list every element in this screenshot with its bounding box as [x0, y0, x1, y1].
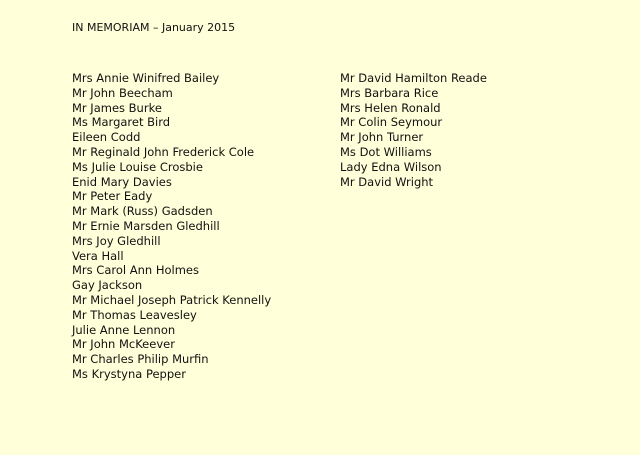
name-item: Mr David Hamilton Reade	[340, 71, 487, 85]
name-item: Ms Julie Louise Crosbie	[72, 159, 203, 174]
name-item: Mr John Beecham	[72, 85, 173, 100]
name-item: Mr John Turner	[340, 130, 424, 145]
name-item: Mr David Wright	[340, 174, 434, 189]
name-item: Enid Mary Davies	[72, 174, 172, 189]
name-item: Ms Margaret Bird	[72, 115, 171, 130]
name-item: Mrs Joy Gledhill	[72, 233, 161, 248]
name-item: Mr Mark (Russ) Gadsden	[72, 204, 213, 219]
name-item: Mrs Barbara Rice	[340, 85, 439, 100]
name-item: Mrs Carol Ann Holmes	[72, 263, 199, 278]
page-title: IN MEMORIAM – January 2015	[72, 21, 236, 34]
name-item: Mr John McKeever	[72, 337, 175, 352]
name-item: Mrs Annie Winifred Bailey	[72, 71, 220, 85]
name-item: Mr Charles Philip Murfin	[72, 352, 209, 367]
name-item: Mr Ernie Marsden Gledhill	[72, 218, 220, 233]
name-item: Mr James Burke	[72, 100, 162, 115]
names-column-left	[72, 71, 271, 382]
name-item: Mr Thomas Leavesley	[72, 307, 197, 322]
names-column-right	[340, 71, 487, 189]
name-item: Mr Reginald John Frederick Cole	[72, 144, 255, 159]
name-item: Vera Hall	[72, 248, 124, 263]
name-item: Gay Jackson	[72, 278, 143, 293]
name-item: Mr Peter Eady	[72, 189, 153, 204]
name-item: Eileen Codd	[72, 130, 141, 145]
name-item: Mr Michael Joseph Patrick Kennelly	[72, 292, 272, 307]
name-item: Julie Anne Lennon	[72, 322, 176, 337]
name-item: Mrs Helen Ronald	[340, 100, 441, 115]
name-item: Ms Krystyna Pepper	[72, 366, 186, 381]
name-item: Lady Edna Wilson	[340, 159, 442, 174]
name-item: Mr Colin Seymour	[340, 115, 443, 130]
name-item: Ms Dot Williams	[340, 144, 432, 159]
